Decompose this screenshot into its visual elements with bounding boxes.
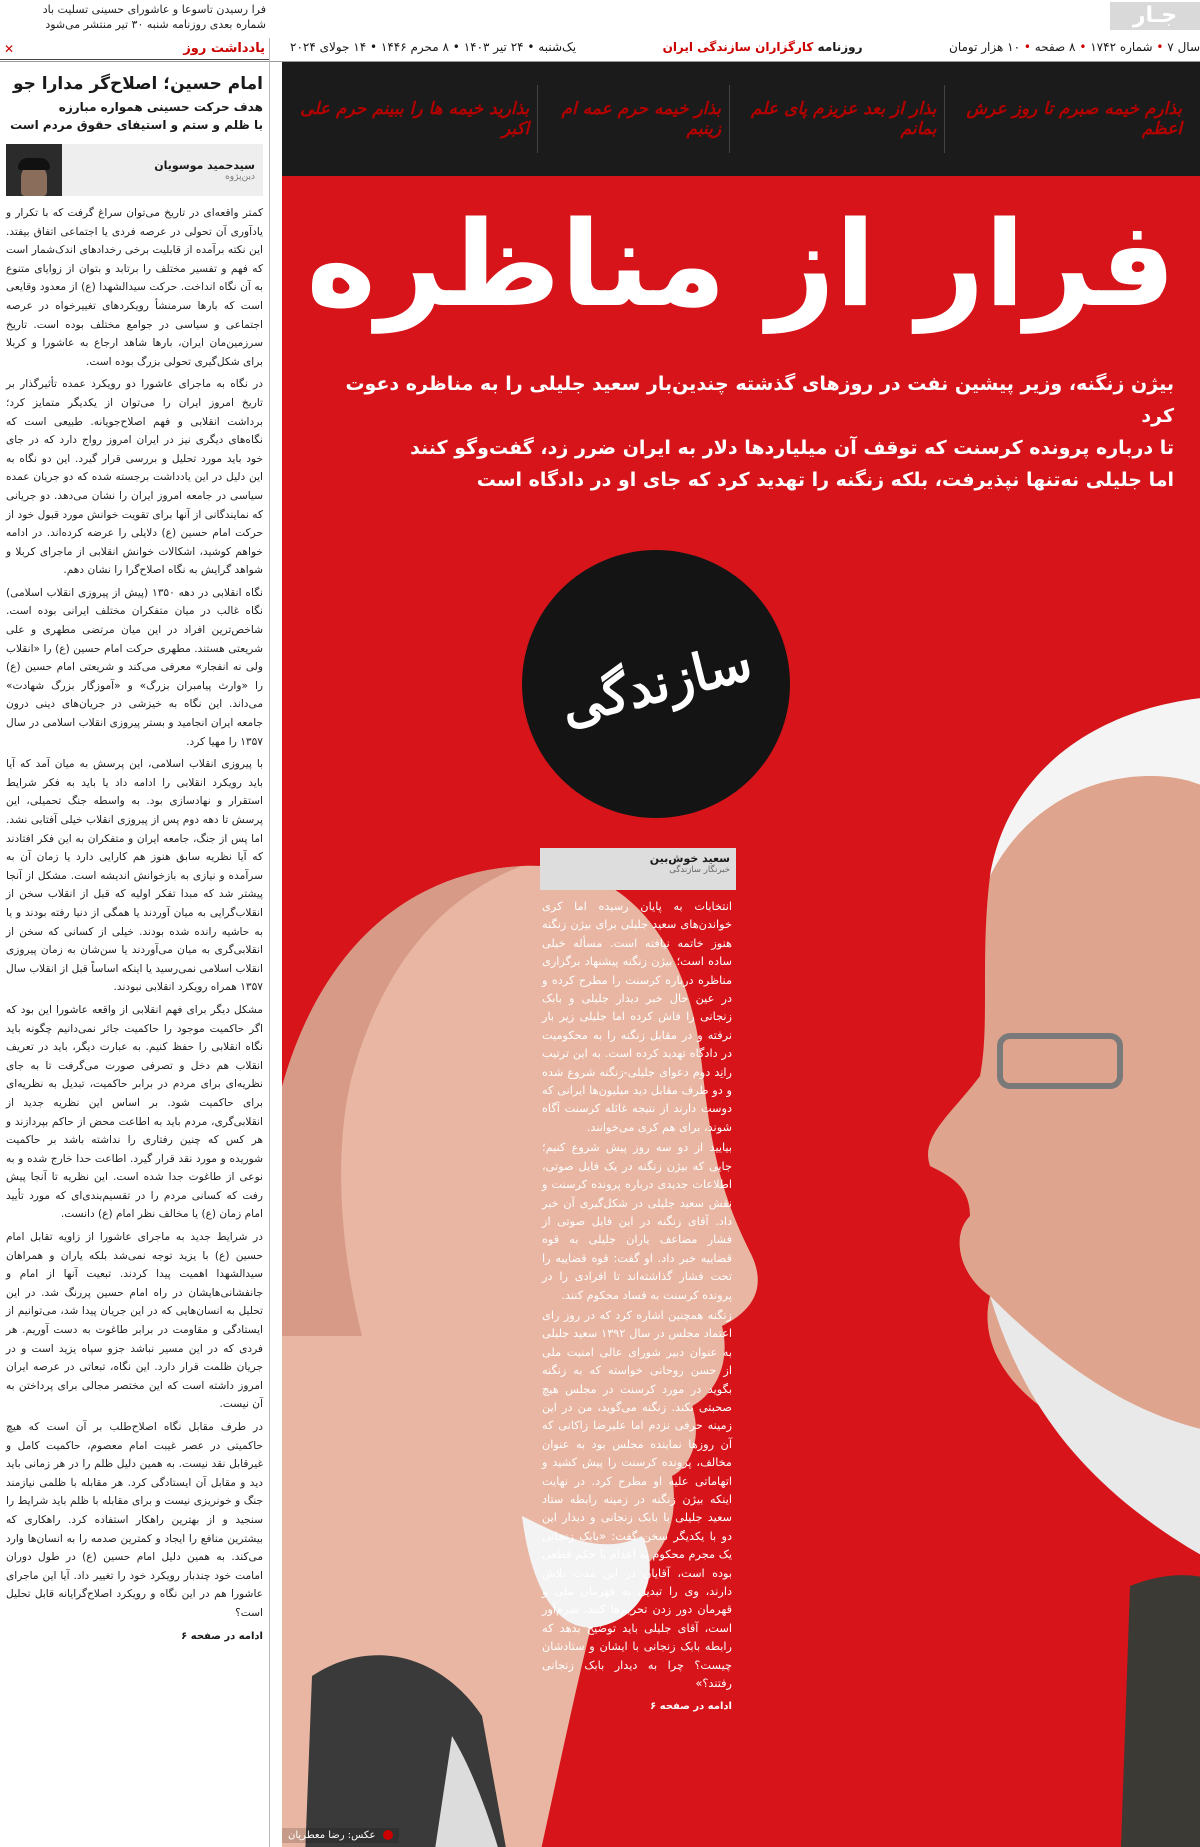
- lead-text: [310, 368, 1174, 496]
- opinion-paragraph: کمتر واقعه‌ای در تاریخ می‌توان سراغ گرفت که با تکرار و یادآوری آن تحولی در عرصه فردی یا اجتماعی اتفاق بیفتد. این نکته برآمده از قابلیت برخی رخدادهای اندک‌شمار است که فهم و تفسیر مختلف را برتابد و بتوان از زوایای متنوع به آن نگاه انداخت. حرکت سیدالشهدا (ع) از معدود وقایعی است که بارها سرمنشأ رویکردهای تغییرخواه در عرصه اجتماعی و سیاسی در جوامع مختلف بوده است. تاریخ سرزمین‌مان ایران، بارها شاهد ارجاع به عاشورا و کربلا برای شکل‌گیری تحولی بزرگ بوده است.: [6, 207, 263, 368]
- section-marker-icon: ✕: [4, 41, 15, 56]
- publisher-name: [663, 40, 863, 54]
- story-byline: [540, 848, 736, 890]
- page-count: ۸ صفحه: [1034, 40, 1076, 54]
- opinion-paragraph: مشکل دیگر برای فهم انقلابی از واقعه عاشورا این بود که اگر حاکمیت موجود را حاکمیت جائر نمی‌دانیم چگونه باید نگاه انقلابی را حفظ کنیم. به عبارت دیگر، باید در تعریف انقلاب هم دخل و تصرفی صورت می‌گرفت تا به جای نظریه‌ای برای مردم در برابر حاکمیت، تبدیل به نظریه‌ای برای حاکمیت شود. بر اساس این نظریه جدید از انقلابی‌گری، مردم باید به اطاعت محض از حاکم بپردازند و هر کس که چنین رفتاری را نداشته باشد بر حاکمیت شوریده و مورد نقد قرار گیرد. اطاعت حدا خارج شده و به نوعی از طاغوت جدا شده است. این نظریه تا آنجا پیش رفت که کسانی مردم را در تقسیم‌بندی‌ای که مورد تأیید امام زمان (ع) یا مخالف نظر امام (ع) دانست.: [6, 1003, 263, 1221]
- opinion-paragraph: در طرف مقابل نگاه اصلاح‌طلب بر آن است که هیچ حاکمیتی در عصر غیبت امام معصوم، حاکمیت کامل و غیرقابل نقد نیست. به همین دلیل ظلم را در هر زمانی باید دید و مقابل آن ایستادگی کرد. هر مقابله با ظلمی نیازمند جنگ و خونریزی نیست و برای مقابله با ظلم باید شرایط را سنجید و از بهترین راهکار استفاده کرد. راهکاری که بیشترین منافع را ایجاد و کمترین صدمه را به انسان‌ها وارد می‌کند. به همین دلیل امام حسین (ع) در طول دوران امامت خود چندبار رویکرد خود را تغییر داد. آیا این ماجرای عاشورا هم در این نگاه و رویکرد اصلاح‌گرایانه قابل تحلیل است؟: [6, 1421, 263, 1619]
- section-label: یادداشت روز: [183, 41, 265, 56]
- author-role: دین‌پژوه: [225, 171, 255, 182]
- story-paragraph: بیایید از دو سه روز پیش شروع کنیم؛ جایی که بیژن زنگنه در یک فایل صوتی، اطلاعات جدیدی درباره پرونده کرسنت و نقش سعید جلیلی در شکل‌گیری آن خبر داد. آقای زنگنه در این فایل صوتی از فشار مضاعف یاران جلیلی به قوه قضاییه خبر داد. او گفت: قوه قضاییه را تحت فشار گذاشته‌اند تا افرادی را در پرونده کرسنت به فساد محکوم کنند.: [542, 1141, 732, 1302]
- author-photo: [6, 144, 62, 196]
- opinion-column: [0, 38, 270, 1847]
- opinion-subtitle-1: هدف حرکت حسینی همواره مبارزه: [58, 100, 263, 114]
- opinion-paragraph: در شرایط جدید به ماجرای عاشورا از زاویه تقابل امام حسین (ع) با یزید توجه نمی‌شد بلکه یاران و همراهان سیدالشهدا اهمیت پیدا کردند. تبعیت آنها از امام و جانفشانی‌هایشان در راه امام حسین پررنگ شد. در این تحلیل به انسان‌هایی که در این جریان پیدا شد، می‌توانیم از ایستادگی و مقاومت در برابر طاغوت به دست آوریم. هر فردی که در این مسیر نباشد جزو سپاه یزید است و در جریان ظلمت قرار دارد. این نگاه، تبعاتی در عرصه ایران امروز داشته است که این مختصر مجالی برای پرداختن به آن نیست.: [6, 1231, 263, 1411]
- issue-date: یک‌شنبه • ۲۴ تیر ۱۴۰۳ • ۸ محرم ۱۴۴۶ • ۱۴ جولای ۲۰۲۴: [290, 40, 577, 54]
- story-paragraph: زنگنه همچنین اشاره کرد که در روز رای اعتماد مجلس در سال ۱۳۹۲ سعید جلیلی به عنوان دبیر شورای عالی امنیت ملی از حسن روحانی خواسته که به زنگنه بگوید در مورد کرسنت در مجلس هیچ صحبتی نکند. زنگنه می‌گوید، من در این زمینه حرفی نزدم اما علیرضا زاکانی که آن روزها نماینده مجلس بود به عنوان مخالف، پرونده کرسنت را پیش کشید و اتهاماتی علیه او مطرح کرد. در نهایت اینکه بیژن زنگنه در زمینه رابطه ستاد سعید جلیلی با بابک زنجانی و دیدار این دو با یکدیگر سخن گفت: «بابک زنجانی یک مجرم محکوم به اعدام با حکم قطعی بوده است، آقایان در این مدت تلاش دارند، وی را تبدیل به قهرمان ملی و قهرمان دور زدن تحریم‌ها کنند، شرم‌آور است، آقای جلیلی باید توضیح بدهد که رابطه بابک زنجانی با ایشان و ستادشان چیست؟ چرا به دیدار بابک زنجانی رفتند؟»: [542, 1308, 732, 1691]
- opinion-title[interactable]: امام حسین؛ اصلاح‌گر مدارا جو: [12, 74, 263, 94]
- opinion-continued-link[interactable]: ادامه در صفحه ۶: [181, 1630, 263, 1642]
- author-name: سیدحمید موسویان: [154, 158, 255, 172]
- publisher-prefix: روزنامه: [817, 40, 863, 54]
- brand-logo: جـار: [1110, 2, 1200, 30]
- hero-section: [282, 176, 1200, 1847]
- story-author: سعید خوش‌بین: [649, 852, 730, 865]
- muharram-banner: [282, 62, 1200, 176]
- opinion-paragraph: نگاه انقلابی در دهه ۱۳۵۰ (پیش از پیروزی انقلاب اسلامی) نگاه غالب در میان متفکران مختلف ایرانی بوده است. شاخص‌ترین افراد در این میان مرتضی مطهری و علی شریعتی هستند. مطهری حرکت امام حسین (ع) را «انقلاب ولی نه انفجار» معرفی می‌کند و شریعتی امام حسین (ع) را «وارث پیامبران بزرگ» و «آموزگار بزرگ شهادت» می‌داند. این نگاه به خیزشی در جریان‌های دینی درون جامعه ایران انجامید و بستر پیروزی انقلاب اسلامی در سال ۱۳۵۷ را مهیا کرد.: [6, 586, 263, 748]
- sazandegi-logo: [522, 550, 790, 818]
- logo-text: سازندگی: [554, 630, 758, 738]
- section-header: [0, 38, 269, 60]
- banner-slogan: بذار خیمه حرم عمه ام زینبم: [537, 85, 729, 153]
- lead-line: اما جلیلی نه‌تنها نپذیرفت، بلکه زنگنه را تهدید کرد که جای او در دادگاه است: [476, 469, 1174, 491]
- opinion-body: [0, 204, 269, 1623]
- author-info: [146, 159, 263, 182]
- issue-bar: [290, 36, 1200, 58]
- opinion-paragraph: با پیروزی انقلاب اسلامی، این پرسش به میان آمد که آیا باید رویکرد انقلابی را ادامه داد یا باید به فکر شرایط استقرار و نهادسازی بود. به واسطه جنگ تحمیلی، این پرسش تا دهه دوم پس از پیروزی انقلاب خیلی آفتابی نشد. اما پس از جنگ، جامعه ایران و متفکران به این فکر افتادند که آیا نظریه سابق هنوز هم کارایی دارد یا زمان آن به سرآمده و نیازی به بازخوانش اندیشه است. مشکل از آنجا پیشتر شد که مبدا تفکر اولیه که قبل از انقلاب سخن از انقلاب‌گرایی به میان آوردند یا همگی از دنیا رفته بودند و یا به حاشیه رانده شده بودند. خیلی از کسانی که سخن از انقلابی‌گری به میان می‌آوردند یا سن‌شان به زمان پیروزی انقلاب اسلامی نمی‌رسید یا اینکه اساساً قبل از انقلاب سال ۱۳۵۷ همراه رویکرد انقلابی نبودند.: [6, 758, 263, 994]
- photo-credit: [282, 1828, 399, 1843]
- opinion-paragraph: در نگاه به ماجرای عاشورا دو رویکرد عمده تأثیرگذار بر تاریخ امروز ایران را می‌توان از یکدیگر متمایز کرد؛ برداشت انقلابی و فهم اصلاح‌جویانه. طبیعی است که نگاه‌های دیگری نیز در ایران امروز رواج دارد که در جای خود باید مورد تحلیل و بررسی قرار گیرد. این دو نگاه به این دلیل در این یادداشت برجسته شده که دو جریان عمده سیاسی در جامعه امروز ایران را نشان می‌دهد. دو جریانی که نمایندگانی از آنها برای تقویت خوانش مورد قبول خود از حرکت امام حسین (ع) دلایلی را عرضه کرده‌اند. در ادامه خواهم کوشید، اشکالات خوانش انقلابی از ماجرای کربلا و شواهد گرایش به نگاه اصلاح‌گرا را نشان دهم.: [6, 378, 263, 577]
- banner-slogan: بذار از بعد عزیزم پای علم بمانم: [729, 85, 944, 153]
- price-text: ۱۰ هزار تومان: [949, 40, 1021, 54]
- jalili-photo: [820, 576, 1200, 1847]
- banner-slogan: بذارید خیمه ها را ببینم حرم علی اکبر: [300, 99, 530, 139]
- story-paragraph: انتخابات به پایان رسیده اما کری خواندن‌های سعید جلیلی برای بیژن زنگنه هنوز خاتمه نیافته است. مسأله خیلی ساده است؛ بیژن زنگنه پیشنهاد برگزاری مناظره درباره کرسنت را مطرح کرده و در عین حال خبر دیدار جلیلی و بابک زنجانی را فاش کرده اما جلیلی زیر بار نرفته و در مقابل زنگنه را به محکومیت در دادگاه تهدید کرده است. به این ترتیب رانِد دوم دعوای جلیلی-زنگنه شروع شده و دو طرف مقابل دید میلیون‌ها ایرانی که دوست دارند از نتیجه غائله کرسنت آگاه شوند، برای هم کری می‌خوانند.: [542, 900, 732, 1134]
- lead-line: بیژن زنگنه، وزیر پیشین نفت در روزهای گذشته چندین‌بار سعید جلیلی را به مناظره دعوت کرد: [345, 373, 1174, 427]
- main-headline[interactable]: فرار از مناظره: [306, 195, 1176, 333]
- main-story: [540, 848, 736, 1718]
- author-card: [6, 144, 263, 196]
- story-continued-link[interactable]: ادامه در صفحه ۶: [650, 1701, 732, 1713]
- opinion-subtitle-2: با ظلم و ستم و استیفای حقوق مردم است: [10, 118, 263, 132]
- story-body: [540, 890, 736, 1693]
- front-page: [282, 62, 1200, 1847]
- photo-credit-text: عکس: رضا معطریان: [288, 1830, 376, 1841]
- publisher-title: کارگزاران سازندگی ایران: [662, 40, 814, 54]
- year-text: سال ۷: [1167, 40, 1200, 54]
- notice-text: فرا رسیدن تاسوعا و عاشورای حسینی تسلیت باد شماره بعدی روزنامه شنبه ۳۰ تیر منتشر می‌شود: [42, 3, 266, 31]
- issue-number: شماره ۱۷۴۲: [1090, 40, 1153, 54]
- issue-meta: سال ۷ • شماره ۱۷۴۲ • ۸ صفحه • ۱۰ هزار تومان: [949, 40, 1200, 54]
- story-author-role: خبرنگار سازندگی: [669, 865, 730, 875]
- banner-slogan: بذارم خیمه صبرم تا روز عرش اعظم: [944, 85, 1190, 153]
- camera-icon: [383, 1830, 393, 1840]
- lead-line: تا درباره پرونده کرسنت که توقف آن میلیاردها دلار به ایران ضرر زد، گفت‌وگو کنند: [410, 437, 1174, 459]
